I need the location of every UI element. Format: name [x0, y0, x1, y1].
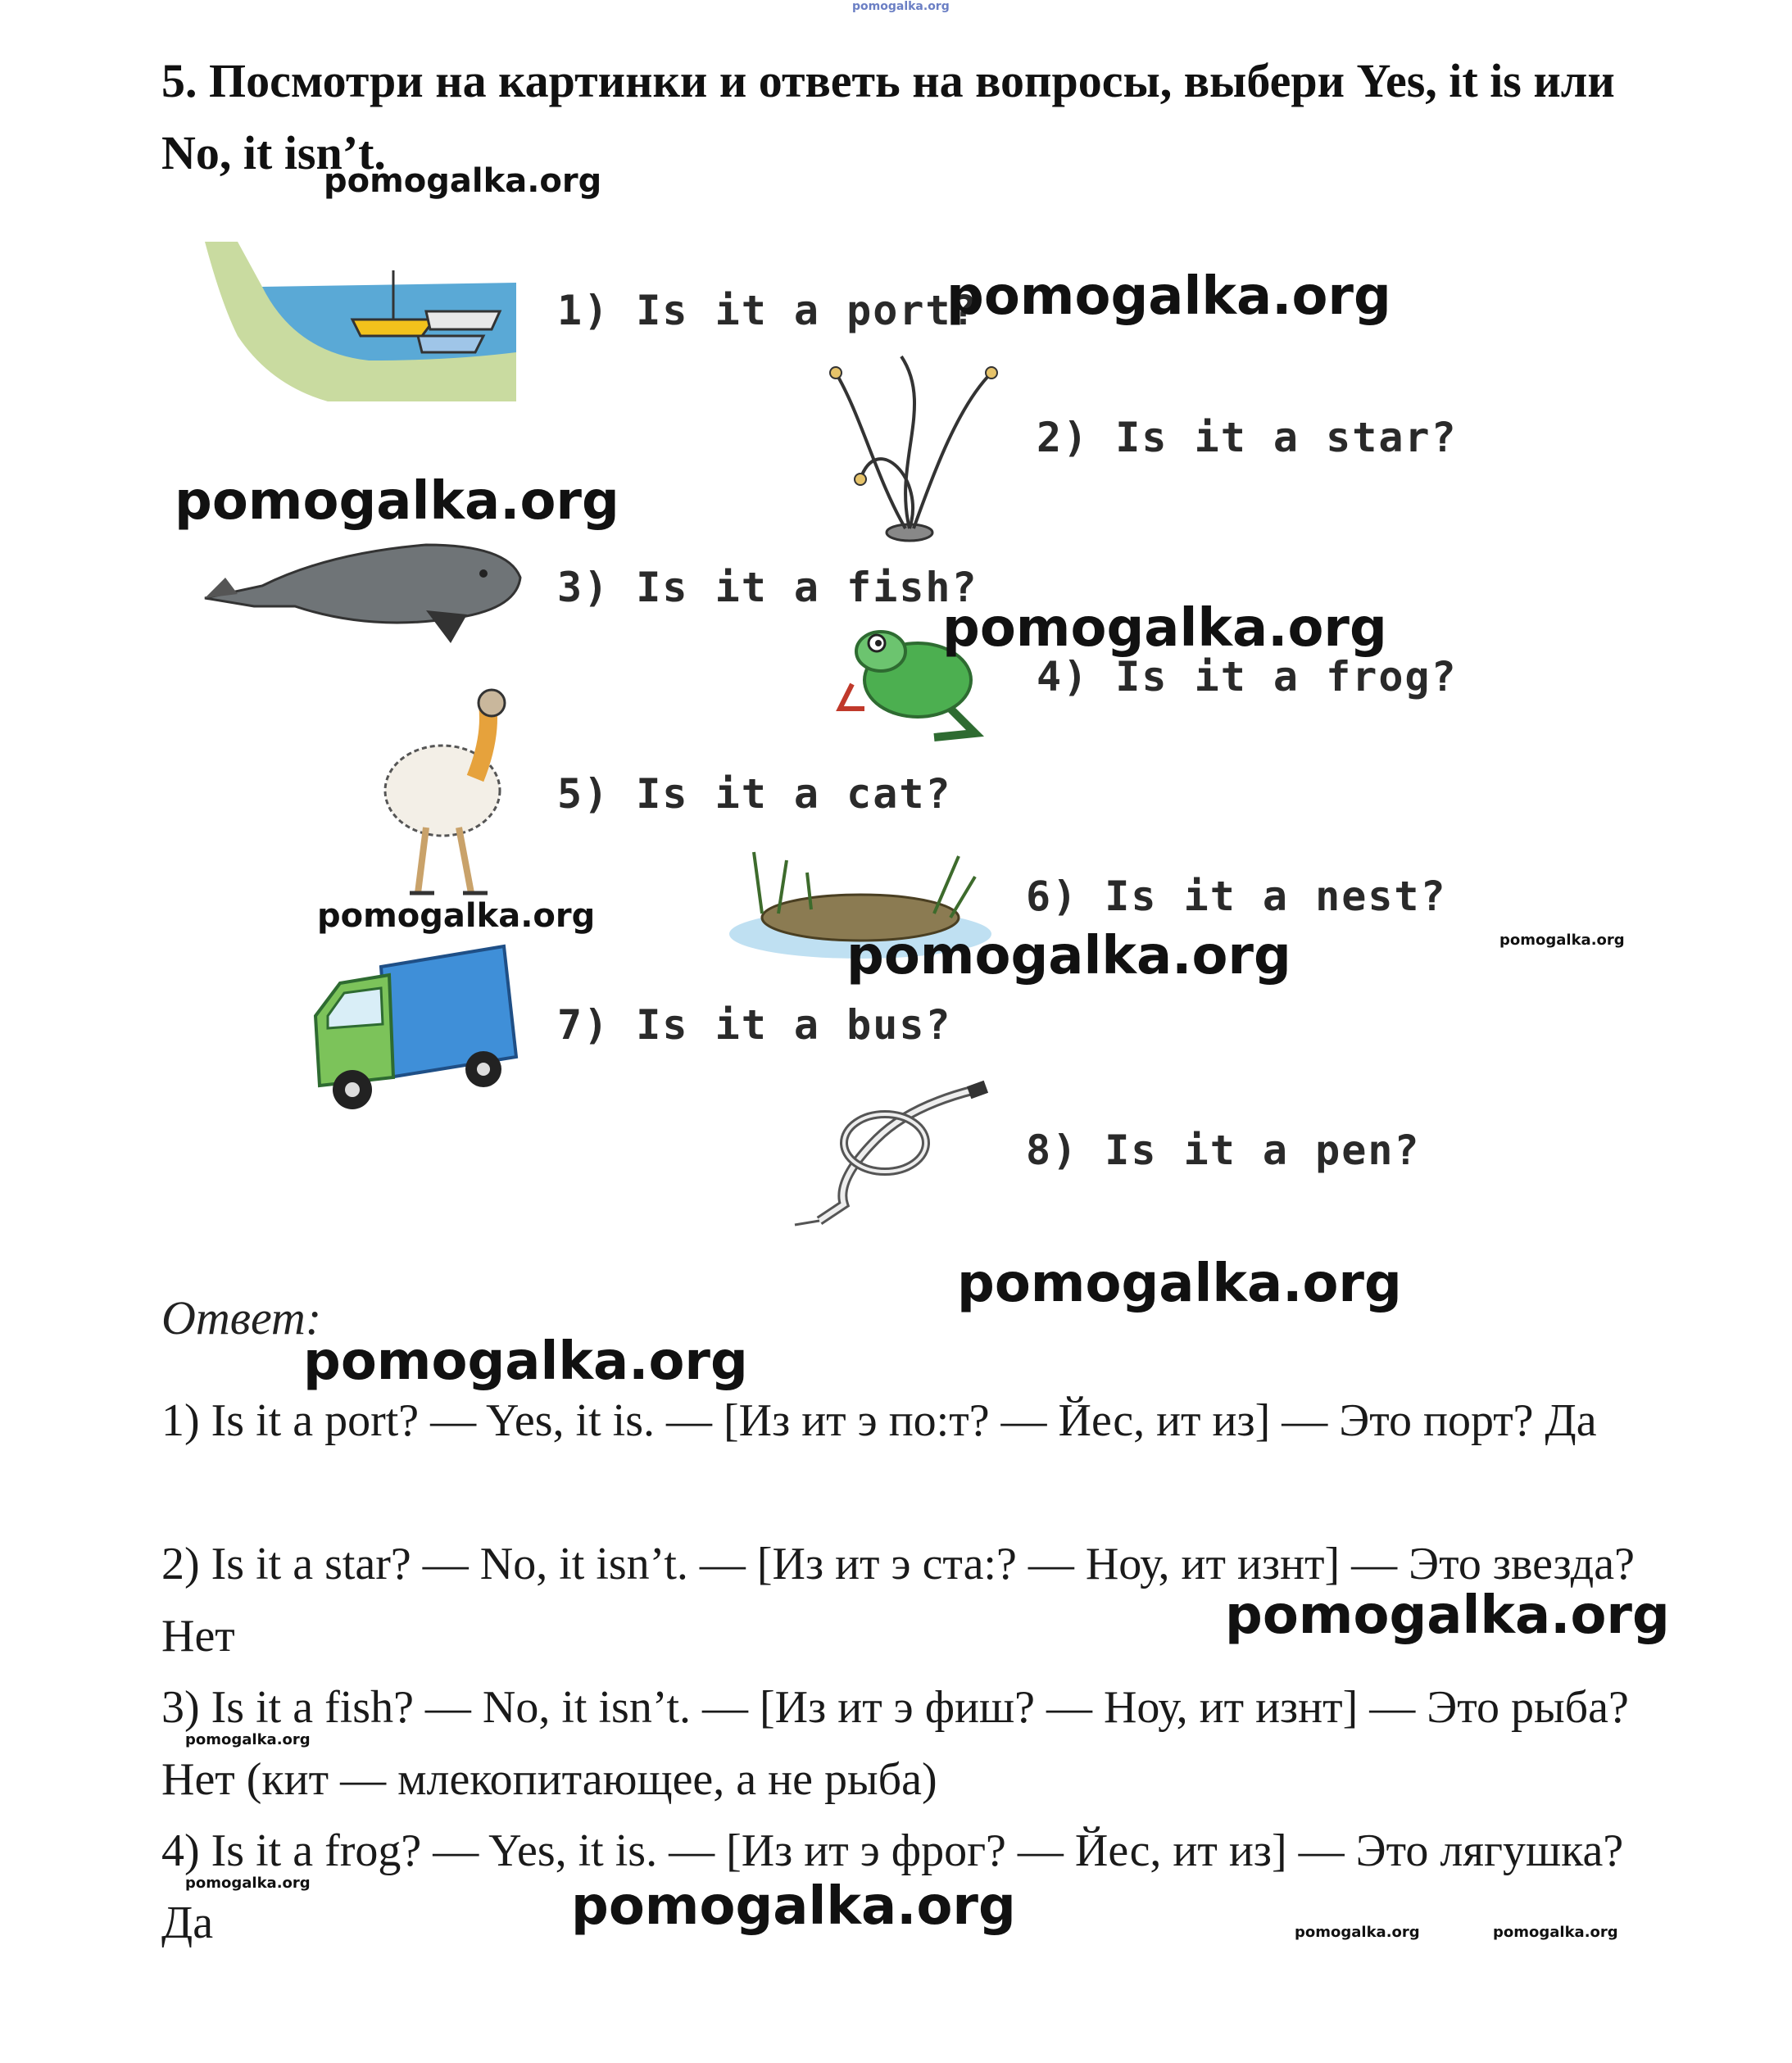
question-5: 5) Is it a cat?	[557, 770, 952, 818]
watermark: pomogalka.org	[571, 1876, 1016, 1937]
question-8: 8) Is it a pen?	[1026, 1127, 1421, 1174]
answer-1: 1) Is it a port? — Yes, it is. — [Из ит э по:т? — Йес, ит из] — Это порт? Да	[161, 1395, 1597, 1446]
watermark-top: pomogalka.org	[852, 0, 950, 13]
watermark: pomogalka.org	[846, 926, 1291, 986]
truck-icon	[307, 942, 520, 1114]
answer-2: 2) Is it a star? — No, it isn’t. — [Из ит э ста:? — Ноу, ит изнт] — Это звезда? Нет	[161, 1539, 1635, 1662]
watermark: pomogalka.org	[946, 266, 1391, 327]
watermark: pomogalka.org	[942, 598, 1387, 659]
fountain-icon	[828, 340, 1008, 545]
watermark: pomogalka.org	[303, 1331, 748, 1392]
exercise-heading: 5. Посмотри на картинки и ответь на вопросы, выбери Yes, it is или No, it isn’t.	[161, 54, 1615, 179]
watermark: pomogalka.org	[1295, 1924, 1420, 1941]
watermark: pomogalka.org	[957, 1254, 1402, 1314]
question-2: 2) Is it a star?	[1037, 414, 1458, 461]
knotted-rope-icon	[787, 1081, 991, 1229]
answer-3: 3) Is it a fish? — No, it isn’t. — [Из ит э фиш? — Ноу, ит изнт] — Это рыба? Нет (кит — млекопитающее, а не рыба)	[161, 1682, 1629, 1805]
port-icon	[205, 238, 516, 401]
watermark: pomogalka.org	[185, 1731, 311, 1748]
answer-label: Ответ:	[161, 1291, 322, 1344]
watermark: pomogalka.org	[185, 1875, 311, 1892]
question-3: 3) Is it a fish?	[557, 564, 978, 611]
watermark: pomogalka.org	[1225, 1585, 1670, 1646]
watermark: pomogalka.org	[1499, 932, 1625, 949]
answer-4: 4) Is it a frog? — Yes, it is. — [Из ит э фрог? — Йес, ит из] — Это лягушка? Да	[161, 1825, 1624, 1948]
watermark: pomogalka.org	[175, 471, 619, 532]
watermark: pomogalka.org	[317, 897, 596, 935]
ostrich-icon	[377, 688, 524, 901]
question-1: 1) Is it a port?	[557, 287, 978, 334]
whale-icon	[205, 528, 524, 651]
watermark: pomogalka.org	[324, 162, 602, 200]
question-6: 6) Is it a nest?	[1026, 873, 1447, 920]
question-4: 4) Is it a frog?	[1037, 653, 1458, 701]
watermark: pomogalka.org	[1493, 1924, 1618, 1941]
question-7: 7) Is it a bus?	[557, 1001, 952, 1049]
